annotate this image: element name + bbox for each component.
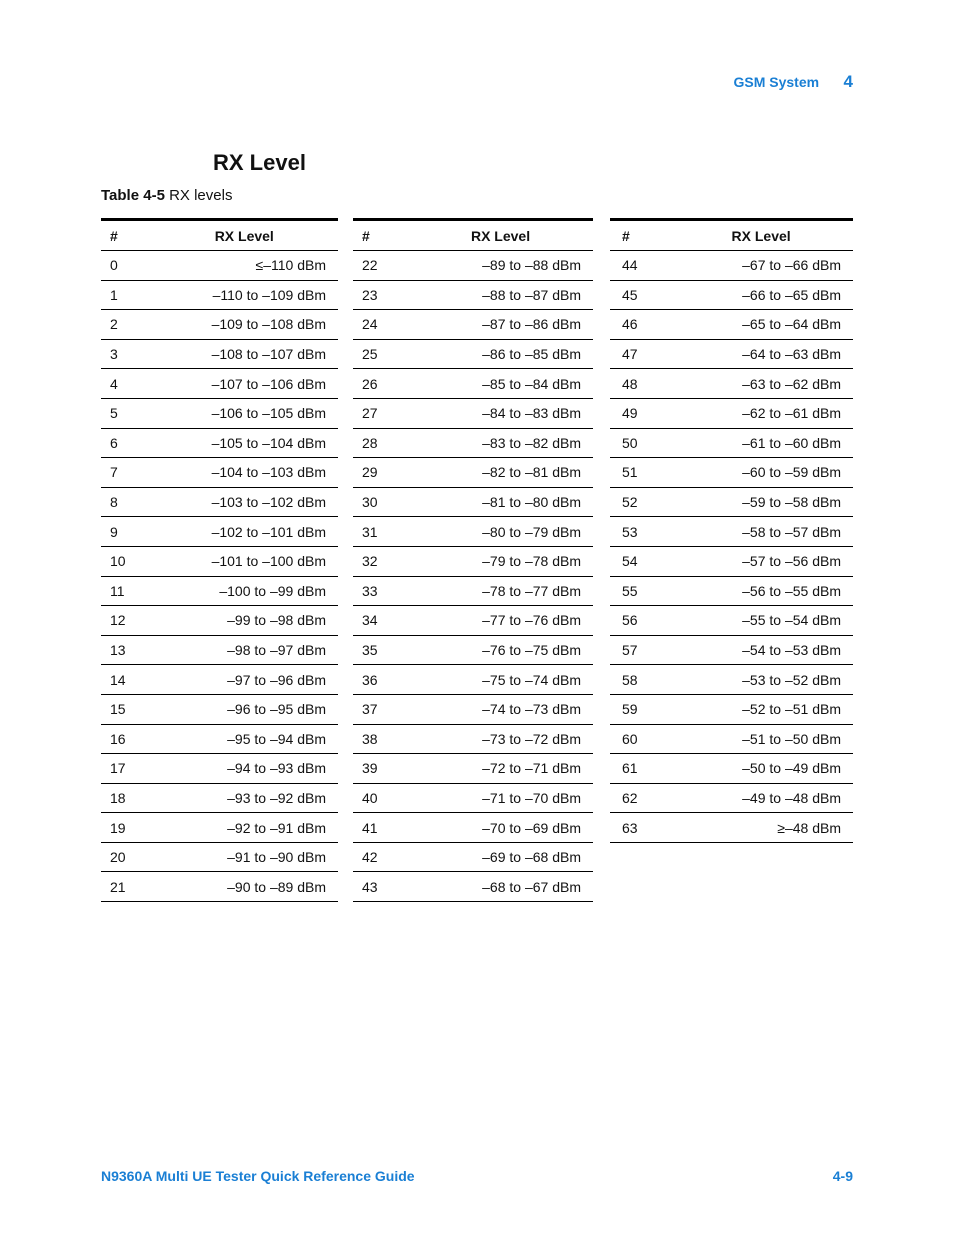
rx-level-cell: –84 to –83 dBm <box>408 398 593 428</box>
table-row <box>353 310 593 340</box>
rx-level-cell: –82 to –81 dBm <box>408 458 593 488</box>
table-row <box>353 398 593 428</box>
table-row <box>610 398 853 428</box>
rx-level-cell: –70 to –69 dBm <box>408 813 593 843</box>
rx-index-cell: 10 <box>101 546 151 576</box>
table-row <box>610 694 853 724</box>
table-header-row <box>610 220 853 251</box>
table-row <box>353 546 593 576</box>
rx-index-cell: 8 <box>101 487 151 517</box>
rx-level-cell: –105 to –104 dBm <box>151 428 338 458</box>
table-row <box>353 783 593 813</box>
rx-index-cell: 2 <box>101 310 151 340</box>
rx-index-cell: 20 <box>101 842 151 872</box>
rx-index-cell: 52 <box>610 487 669 517</box>
rx-index-cell: 19 <box>101 813 151 843</box>
table-row <box>610 576 853 606</box>
footer-guide-title: N9360A Multi UE Tester Quick Reference Guide <box>101 1168 415 1184</box>
rx-index-cell: 13 <box>101 635 151 665</box>
rx-level-cell: –57 to –56 dBm <box>669 546 853 576</box>
table-row <box>610 754 853 784</box>
column-header-number: # <box>610 220 669 251</box>
running-header <box>733 72 853 92</box>
table-row <box>353 428 593 458</box>
rx-level-cell: –104 to –103 dBm <box>151 458 338 488</box>
rx-level-cell: –56 to –55 dBm <box>669 576 853 606</box>
table-row <box>610 458 853 488</box>
rx-index-cell: 9 <box>101 517 151 547</box>
rx-index-cell: 25 <box>353 339 408 369</box>
footer-page-number: 4-9 <box>832 1168 853 1184</box>
table-row <box>101 872 338 902</box>
table-row <box>101 754 338 784</box>
rx-index-cell: 12 <box>101 606 151 636</box>
table-row <box>101 783 338 813</box>
rx-level-cell: –88 to –87 dBm <box>408 280 593 310</box>
table-row <box>101 310 338 340</box>
rx-index-cell: 53 <box>610 517 669 547</box>
rx-level-cell: –83 to –82 dBm <box>408 428 593 458</box>
rx-level-cell: –106 to –105 dBm <box>151 398 338 428</box>
rx-level-cell: –61 to –60 dBm <box>669 428 853 458</box>
rx-index-cell: 47 <box>610 339 669 369</box>
rx-level-cell: –64 to –63 dBm <box>669 339 853 369</box>
rx-index-cell: 29 <box>353 458 408 488</box>
table-caption-text: RX levels <box>169 187 233 204</box>
rx-index-cell: 5 <box>101 398 151 428</box>
rx-level-cell: –109 to –108 dBm <box>151 310 338 340</box>
table-row <box>610 635 853 665</box>
table-row <box>101 546 338 576</box>
rx-level-cell: –91 to –90 dBm <box>151 842 338 872</box>
rx-level-cell: –75 to –74 dBm <box>408 665 593 695</box>
table-row <box>353 251 593 281</box>
table-row <box>610 546 853 576</box>
table-row <box>610 724 853 754</box>
rx-index-cell: 42 <box>353 842 408 872</box>
rx-index-cell: 22 <box>353 251 408 281</box>
table-row <box>101 369 338 399</box>
table-row <box>610 369 853 399</box>
rx-index-cell: 63 <box>610 813 669 843</box>
table-header-row <box>101 220 338 251</box>
rx-level-cell: –107 to –106 dBm <box>151 369 338 399</box>
rx-index-cell: 40 <box>353 783 408 813</box>
column-header-rx-level: RX Level <box>408 220 593 251</box>
rx-level-table-3 <box>610 218 853 843</box>
rx-index-cell: 36 <box>353 665 408 695</box>
table-row <box>353 576 593 606</box>
table-row <box>353 517 593 547</box>
rx-index-cell: 18 <box>101 783 151 813</box>
rx-level-cell: –101 to –100 dBm <box>151 546 338 576</box>
rx-level-cell: ≤–110 dBm <box>151 251 338 281</box>
rx-index-cell: 15 <box>101 694 151 724</box>
rx-index-cell: 14 <box>101 665 151 695</box>
table-row <box>353 606 593 636</box>
table-header-row <box>353 220 593 251</box>
rx-index-cell: 57 <box>610 635 669 665</box>
rx-level-cell: –102 to –101 dBm <box>151 517 338 547</box>
rx-level-cell: –89 to –88 dBm <box>408 251 593 281</box>
table-row <box>610 813 853 843</box>
rx-level-cell: –81 to –80 dBm <box>408 487 593 517</box>
column-header-number: # <box>353 220 408 251</box>
rx-index-cell: 11 <box>101 576 151 606</box>
table-row <box>610 783 853 813</box>
rx-level-cell: –97 to –96 dBm <box>151 665 338 695</box>
table-row <box>353 665 593 695</box>
rx-index-cell: 46 <box>610 310 669 340</box>
rx-index-cell: 44 <box>610 251 669 281</box>
rx-level-cell: –69 to –68 dBm <box>408 842 593 872</box>
rx-index-cell: 49 <box>610 398 669 428</box>
rx-index-cell: 62 <box>610 783 669 813</box>
rx-index-cell: 45 <box>610 280 669 310</box>
rx-index-cell: 23 <box>353 280 408 310</box>
table-row <box>353 813 593 843</box>
rx-level-cell: –79 to –78 dBm <box>408 546 593 576</box>
table-row <box>610 251 853 281</box>
table-row <box>610 665 853 695</box>
table-row <box>101 251 338 281</box>
rx-level-cell: –98 to –97 dBm <box>151 635 338 665</box>
table-row <box>101 428 338 458</box>
rx-index-cell: 32 <box>353 546 408 576</box>
rx-index-cell: 31 <box>353 517 408 547</box>
page-title: RX Level <box>213 150 306 175</box>
table-row <box>353 339 593 369</box>
rx-level-cell: –68 to –67 dBm <box>408 872 593 902</box>
table-row <box>610 606 853 636</box>
rx-level-cell: –78 to –77 dBm <box>408 576 593 606</box>
table-row <box>353 754 593 784</box>
table-row <box>101 487 338 517</box>
rx-level-cell: –51 to –50 dBm <box>669 724 853 754</box>
rx-index-cell: 7 <box>101 458 151 488</box>
rx-index-cell: 33 <box>353 576 408 606</box>
table-row <box>101 724 338 754</box>
table-row <box>353 635 593 665</box>
table-row <box>353 487 593 517</box>
rx-index-cell: 55 <box>610 576 669 606</box>
rx-index-cell: 41 <box>353 813 408 843</box>
table-row <box>610 517 853 547</box>
rx-index-cell: 26 <box>353 369 408 399</box>
rx-index-cell: 28 <box>353 428 408 458</box>
table-row <box>610 310 853 340</box>
table-row <box>101 339 338 369</box>
rx-level-cell: –90 to –89 dBm <box>151 872 338 902</box>
rx-index-cell: 21 <box>101 872 151 902</box>
rx-level-table-2 <box>353 218 593 902</box>
table-row <box>101 842 338 872</box>
rx-level-cell: –96 to –95 dBm <box>151 694 338 724</box>
rx-index-cell: 38 <box>353 724 408 754</box>
table-caption-label: Table 4-5 <box>101 187 165 204</box>
rx-level-cell: –108 to –107 dBm <box>151 339 338 369</box>
rx-level-cell: –85 to –84 dBm <box>408 369 593 399</box>
table-row <box>101 635 338 665</box>
column-header-rx-level: RX Level <box>151 220 338 251</box>
rx-level-cell: –77 to –76 dBm <box>408 606 593 636</box>
rx-index-cell: 59 <box>610 694 669 724</box>
rx-level-cell: –93 to –92 dBm <box>151 783 338 813</box>
rx-index-cell: 48 <box>610 369 669 399</box>
rx-index-cell: 51 <box>610 458 669 488</box>
rx-index-cell: 61 <box>610 754 669 784</box>
table-row <box>610 487 853 517</box>
table-row <box>353 458 593 488</box>
rx-level-cell: –100 to –99 dBm <box>151 576 338 606</box>
table-row <box>353 694 593 724</box>
rx-index-cell: 17 <box>101 754 151 784</box>
rx-index-cell: 16 <box>101 724 151 754</box>
rx-level-cell: –50 to –49 dBm <box>669 754 853 784</box>
section-name: GSM System <box>733 74 820 90</box>
rx-index-cell: 24 <box>353 310 408 340</box>
table-row <box>610 428 853 458</box>
table-row <box>353 724 593 754</box>
rx-level-cell: –87 to –86 dBm <box>408 310 593 340</box>
rx-level-cell: –62 to –61 dBm <box>669 398 853 428</box>
table-row <box>101 458 338 488</box>
rx-level-cell: –54 to –53 dBm <box>669 635 853 665</box>
rx-level-cell: –92 to –91 dBm <box>151 813 338 843</box>
rx-level-cell: –49 to –48 dBm <box>669 783 853 813</box>
table-row <box>101 665 338 695</box>
rx-index-cell: 3 <box>101 339 151 369</box>
column-header-rx-level: RX Level <box>669 220 853 251</box>
rx-index-cell: 50 <box>610 428 669 458</box>
rx-level-cell: ≥–48 dBm <box>669 813 853 843</box>
table-row <box>101 813 338 843</box>
table-row <box>101 517 338 547</box>
table-row <box>353 369 593 399</box>
table-row <box>353 872 593 902</box>
rx-level-cell: –110 to –109 dBm <box>151 280 338 310</box>
rx-index-cell: 60 <box>610 724 669 754</box>
table-row <box>353 280 593 310</box>
rx-level-cell: –80 to –79 dBm <box>408 517 593 547</box>
rx-index-cell: 0 <box>101 251 151 281</box>
rx-level-table-1 <box>101 218 338 902</box>
rx-level-cell: –59 to –58 dBm <box>669 487 853 517</box>
rx-level-cell: –52 to –51 dBm <box>669 694 853 724</box>
table-row <box>101 280 338 310</box>
rx-level-cell: –67 to –66 dBm <box>669 251 853 281</box>
rx-index-cell: 58 <box>610 665 669 695</box>
table-caption <box>101 187 232 204</box>
rx-level-cell: –65 to –64 dBm <box>669 310 853 340</box>
table-row <box>610 339 853 369</box>
rx-level-cell: –74 to –73 dBm <box>408 694 593 724</box>
rx-level-cell: –99 to –98 dBm <box>151 606 338 636</box>
rx-level-cell: –58 to –57 dBm <box>669 517 853 547</box>
rx-level-cell: –71 to –70 dBm <box>408 783 593 813</box>
rx-level-cell: –72 to –71 dBm <box>408 754 593 784</box>
rx-level-cell: –76 to –75 dBm <box>408 635 593 665</box>
rx-index-cell: 1 <box>101 280 151 310</box>
column-header-number: # <box>101 220 151 251</box>
rx-index-cell: 35 <box>353 635 408 665</box>
table-row <box>610 280 853 310</box>
rx-level-cell: –103 to –102 dBm <box>151 487 338 517</box>
rx-index-cell: 4 <box>101 369 151 399</box>
rx-index-cell: 6 <box>101 428 151 458</box>
rx-level-cell: –86 to –85 dBm <box>408 339 593 369</box>
table-row <box>101 576 338 606</box>
rx-index-cell: 37 <box>353 694 408 724</box>
rx-index-cell: 30 <box>353 487 408 517</box>
table-row <box>101 398 338 428</box>
rx-index-cell: 39 <box>353 754 408 784</box>
rx-index-cell: 56 <box>610 606 669 636</box>
rx-level-cell: –55 to –54 dBm <box>669 606 853 636</box>
rx-level-cell: –73 to –72 dBm <box>408 724 593 754</box>
rx-index-cell: 43 <box>353 872 408 902</box>
rx-level-cell: –63 to –62 dBm <box>669 369 853 399</box>
table-row <box>101 606 338 636</box>
rx-level-cell: –95 to –94 dBm <box>151 724 338 754</box>
rx-level-cell: –53 to –52 dBm <box>669 665 853 695</box>
rx-index-cell: 27 <box>353 398 408 428</box>
table-row <box>353 842 593 872</box>
rx-index-cell: 34 <box>353 606 408 636</box>
rx-level-cell: –60 to –59 dBm <box>669 458 853 488</box>
chapter-number: 4 <box>843 72 853 91</box>
rx-level-cell: –66 to –65 dBm <box>669 280 853 310</box>
table-row <box>101 694 338 724</box>
rx-level-cell: –94 to –93 dBm <box>151 754 338 784</box>
rx-index-cell: 54 <box>610 546 669 576</box>
